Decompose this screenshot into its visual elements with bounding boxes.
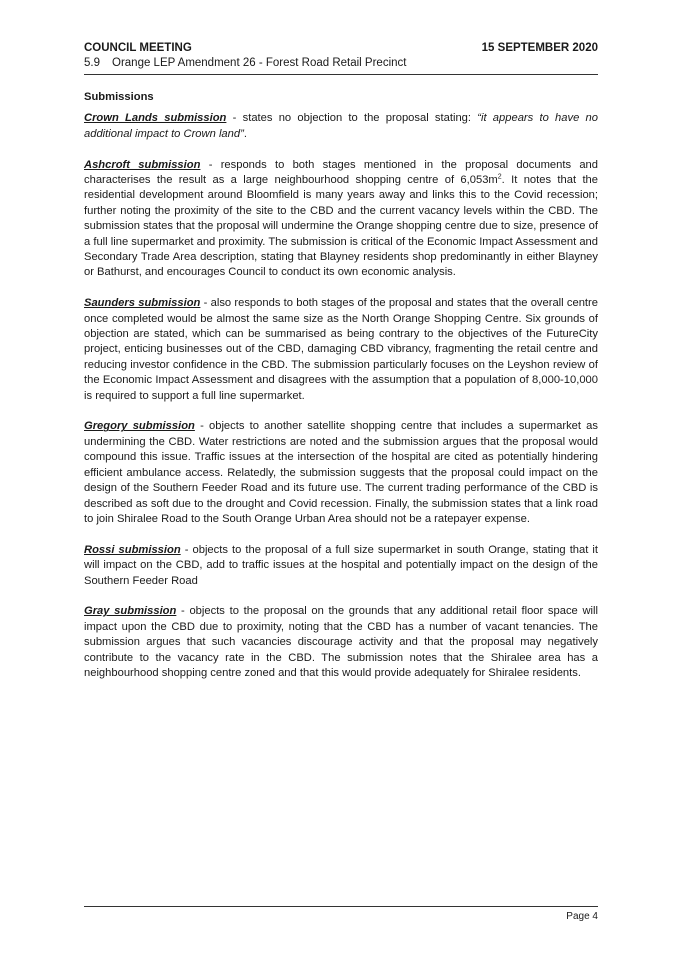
submission-name: Gregory submission <box>84 420 195 433</box>
submission-text: - states no objection to the proposal stating: <box>226 112 478 125</box>
section-heading: Submissions <box>84 91 154 103</box>
submission-quote: “it appears to have no additional impact to Crown land” <box>84 112 598 140</box>
submission-name: Saunders submission <box>84 297 201 310</box>
item-title: Orange LEP Amendment 26 - Forest Road Retail Precinct <box>112 57 407 69</box>
footer-divider <box>84 906 598 907</box>
submission-text: - also responds to both stages of the proposal and states that the overall centre once completed would be almost the same size as the North Orange Shopping Centre. Six grounds of objection are stated, which can be summarised as being contrary to the objectives of the FutureCity project, enticing businesses out of the CBD, damaging CBD vibrancy, fragmenting the retail centre and reducing investor confidence in the CBD. The submission particularly focuses on the Leyshon review of the Economic Impact Assessment and disagrees with the assumption that a population of 8,000-10,000 is required to support a full line supermarket. <box>84 297 598 402</box>
submission-rossi <box>84 543 598 589</box>
page-number: Page 4 <box>566 911 598 922</box>
submission-text: - objects to the proposal of a full size supermarket in south Orange, stating that it will impact on the CBD, add to traffic issues at the hospital and potentially impact on the design of the Southern Feeder Road <box>84 543 598 587</box>
submission-crown-lands <box>84 111 598 142</box>
submission-text-cont: . It notes that the residential development around Bloomfield is many years away and links this to the Covid recession; further noting the proximity of the site to the CBD and the current vacancy levels within the CBD. The submission states that the proposal will undermine the Orange shopping centre due to size, presence of a full line supermarket and proximity. The submission is critical of the Economic Impact Assessment and Secondary Trade Area description, stating that Blayney residents shop predominantly in either Blayney or Bathurst, and encourages Council to conduct its own economic analysis. <box>84 174 598 279</box>
submission-gray <box>84 604 598 681</box>
submission-text-end: . <box>243 127 247 140</box>
submission-text: - responds to both stages mentioned in the proposal documents and characterises the result as a large neighbourhood shopping centre of 6,053m <box>84 158 598 187</box>
submission-name: Rossi submission <box>84 543 181 556</box>
document-body <box>84 90 598 697</box>
submission-name: Gray submission <box>84 605 177 618</box>
submission-text: - objects to another satellite shopping centre that includes a supermarket as undermining the CBD. Water restrictions are noted and the submission argues that the proposal would compound this issue. Traffic issues at the intersection of the hospital are cited as potentially hindering efficient ambulance access. Relatedly, the submission suggests that the proposal could impact on the design of the Southern Feeder Road and its future use. The current trading performance of the CBD is described as soft due to the drought and Covid recession. Finally, the submission states that a link road to join Shiralee Road to the South Orange Urban Area should not be a ratepayer expense. <box>84 420 599 525</box>
submission-text: - objects to the proposal on the grounds that any additional retail floor space will impact upon the CBD due to proximity, noting that the CBD has a number of vacant tenancies. The submission argues that such vacancies discourage activity and that the proposal may negatively contribute to the vacancy rate in the CBD. The submission notes that the Shiralee area has a neighbourhood shopping centre zoned and that this would provide adequately for Shiralee residents. <box>84 605 599 679</box>
meeting-date: 15 SEPTEMBER 2020 <box>481 42 598 54</box>
submission-name: Crown Lands submission <box>84 112 227 125</box>
header-divider <box>84 74 598 75</box>
superscript: 2 <box>497 173 502 181</box>
meeting-title: COUNCIL MEETING <box>84 42 192 54</box>
submission-saunders <box>84 296 598 404</box>
submission-name: Ashcroft submission <box>84 158 201 171</box>
page-header <box>84 41 598 71</box>
item-number: 5.9 <box>84 57 100 69</box>
submission-ashcroft <box>84 158 598 281</box>
submission-gregory <box>84 419 598 527</box>
